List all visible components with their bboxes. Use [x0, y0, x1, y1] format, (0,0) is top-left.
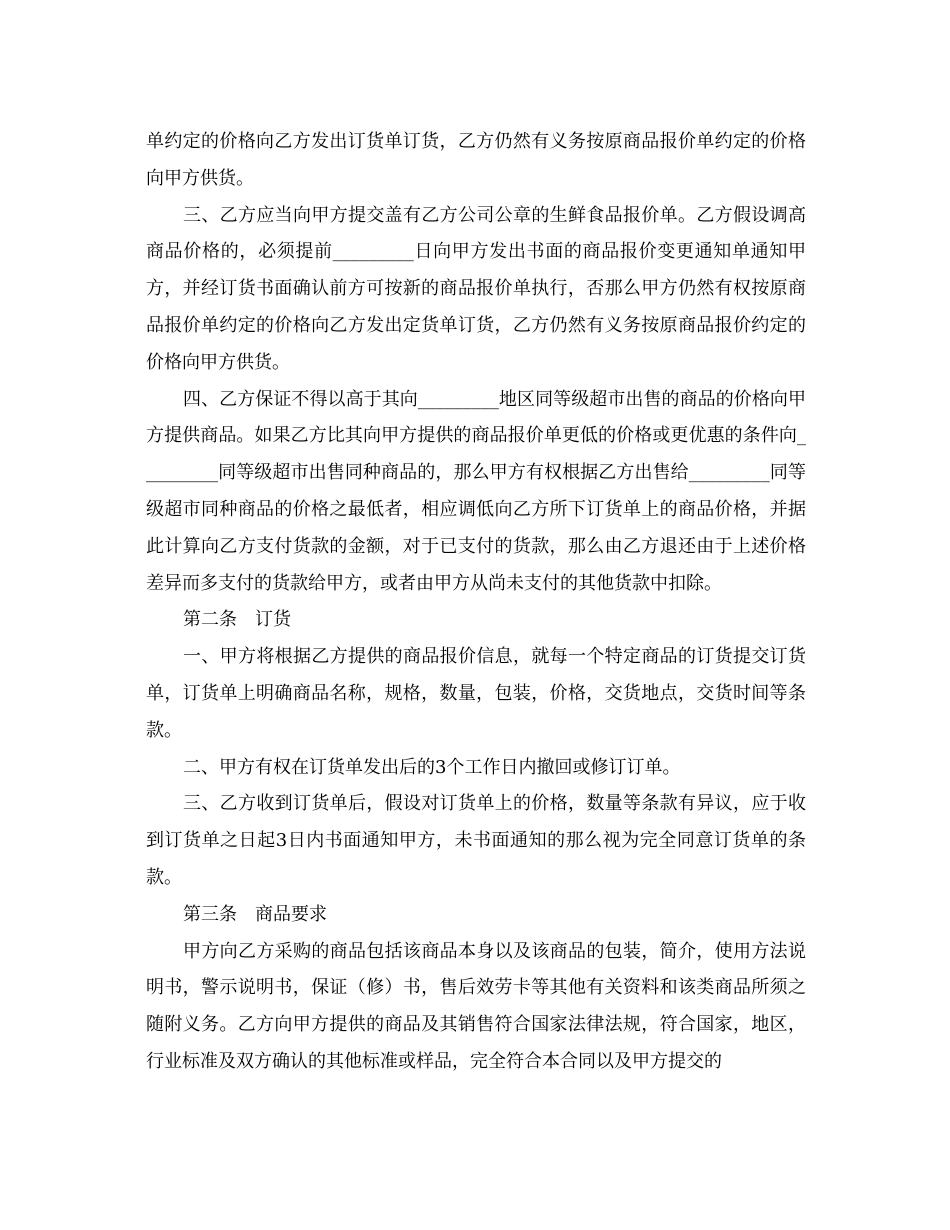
document-body	[146, 124, 806, 1081]
paragraph-article-3-body: 甲方向乙方采购的商品包括该商品本身以及该商品的包装，简介，使用方法说明书，警示说明书，保证（修）书，售后效劳卡等其他有关资料和该类商品所须之随附义务。乙方向甲方提供的商品及其销售符合国家法律法规，符合国家，地区，行业标准及双方确认的其他标准或样品，完全符合本合同以及甲方提交的	[146, 940, 806, 1072]
paragraph-article-2-item-1: 一、甲方将根据乙方提供的商品报价信息，就每一个特定商品的订货提交订货单，订货单上明确商品名称，规格，数量，包装，价格，交货地点，交货时间等条款。	[146, 646, 806, 741]
paragraph-article-2-item-2: 二、甲方有权在订货单发出后的3个工作日内撤回或修订订单。	[183, 756, 681, 778]
paragraph-continuation: 单约定的价格向乙方发出订货单订货，乙方仍然有义务按原商品报价单约定的价格向甲方供货。	[146, 131, 806, 189]
section-heading-article-2: 第二条 订货	[183, 609, 291, 631]
paragraph-clause-3-price-increase: 三、乙方应当向甲方提交盖有乙方公司公章的生鲜食品报价单。乙方假设调高商品价格的，必须提前_________日向甲方发出书面的商品报价变更通知单通知甲方，并经订货书面确认前方可按新的商品报价单执行，否那么甲方仍然有权按原商品报价单约定的价格向乙方发出定货单订货，乙方仍然有义务按原商品报价约定的价格向甲方供货。	[146, 204, 806, 373]
paragraph-article-2-item-3: 三、乙方收到订货单后，假设对订货单上的价格，数量等条款有异议，应于收到订货单之日起3日内书面通知甲方，未书面通知的那么视为完全同意订货单的条款。	[146, 793, 806, 888]
section-heading-article-3: 第三条 商品要求	[183, 903, 327, 925]
paragraph-clause-4-price-guarantee: 四、乙方保证不得以高于其向_________地区同等级超市出售的商品的价格向甲方提供商品。如果乙方比其向甲方提供的商品报价单更低的价格或更优惠的条件向_________同等级超市出售同种商品的，那么甲方有权根据乙方出售给_________同等级超市同种商品的价格之最低者，相应调低向乙方所下订货单上的商品价格，并据此计算向乙方支付货款的金额，对于已支付的货款，那么由乙方退还由于上述价格差异而多支付的货款给甲方，或者由甲方从尚未支付的其他货款中扣除。	[146, 388, 806, 594]
